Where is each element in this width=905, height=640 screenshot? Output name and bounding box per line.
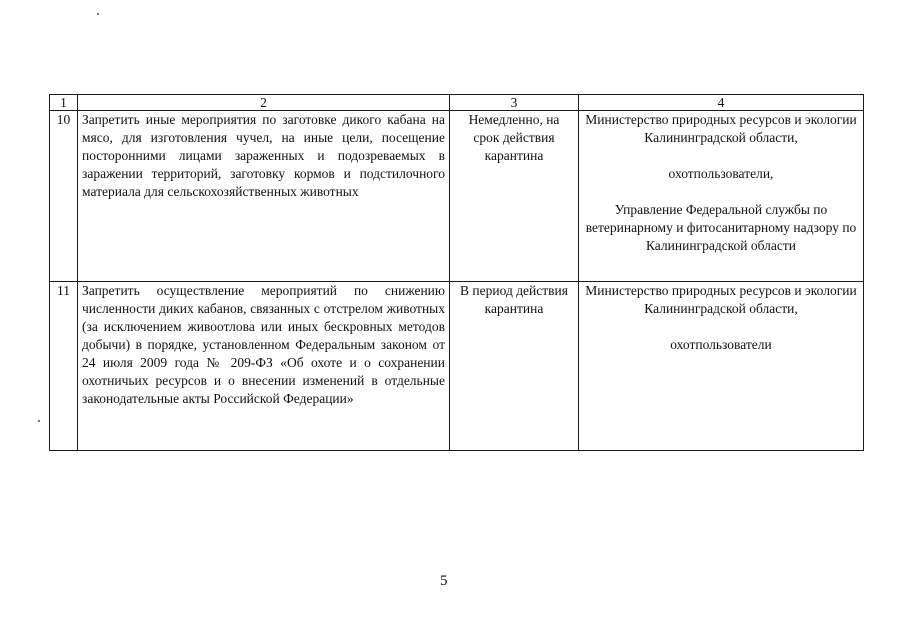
responsible-entry: охотпользователи bbox=[670, 337, 772, 352]
row-number: 11 bbox=[50, 282, 78, 451]
table-header-row bbox=[50, 95, 864, 111]
responsible-entry: Управление Федеральной службы по ветеринарному и фитосанитарному надзору по Калининградской области bbox=[585, 202, 857, 253]
header-col-3: 3 bbox=[450, 95, 579, 111]
row-term: В период действия карантина bbox=[450, 282, 579, 451]
row-term: Немедленно, на срок действия карантина bbox=[450, 111, 579, 282]
responsible-entry: Министерство природных ресурсов и экологии Калининградской области, bbox=[585, 283, 857, 316]
row-number: 10 bbox=[50, 111, 78, 282]
responsible-entry: охотпользователи, bbox=[668, 166, 774, 181]
row-responsible bbox=[579, 282, 864, 451]
row-responsible bbox=[579, 111, 864, 282]
header-col-1: 1 bbox=[50, 95, 78, 111]
measures-table bbox=[49, 94, 864, 451]
responsible-entry: Министерство природных ресурсов и экологии Калининградской области, bbox=[585, 112, 857, 145]
scan-speck bbox=[38, 420, 40, 422]
header-col-2: 2 bbox=[78, 95, 450, 111]
page-number: 5 bbox=[440, 573, 448, 589]
row-action: Запретить осуществление мероприятий по снижению численности диких кабанов, связанных с отстрелом животных (за исключением живоотлова или иных бескровных методов добычи) в порядке, установленном Федеральным законом от 24 июля 2009 года № 209-ФЗ «Об охоте и о сохранении охотничьих ресурсов и о внесении изменений в отдельные законодательные акты Российской Федерации» bbox=[78, 282, 450, 451]
table-row bbox=[50, 282, 864, 451]
scan-speck bbox=[97, 13, 99, 15]
header-col-4: 4 bbox=[579, 95, 864, 111]
table-row bbox=[50, 111, 864, 282]
row-action: Запретить иные мероприятия по заготовке дикого кабана на мясо, для изготовления чучел, на иные цели, посещение посторонними лицами зараженных и подозреваемых в заражении территорий, заготовку кормов и подстилочного материала для сельскохозяйственных животных bbox=[78, 111, 450, 282]
